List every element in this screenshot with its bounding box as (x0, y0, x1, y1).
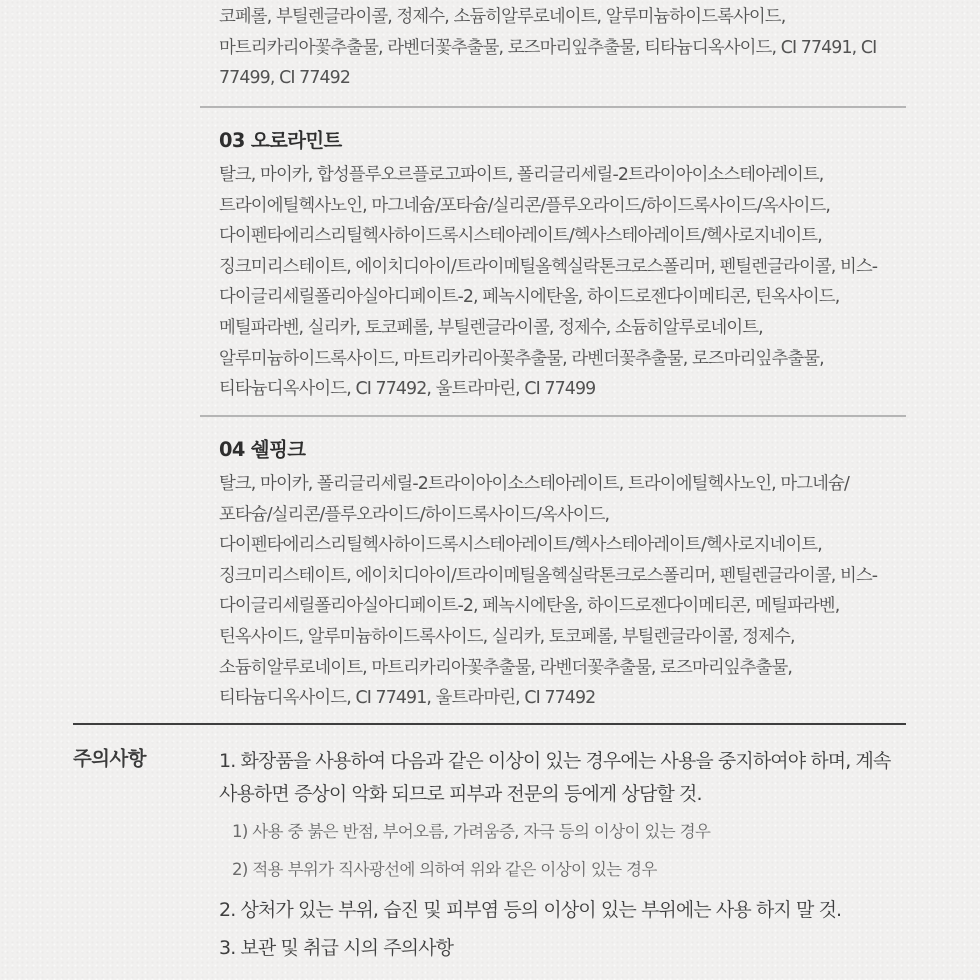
ingredient-block-previous (219, 2, 899, 94)
caution-item-3: 3. 보관 및 취급 시의 주의사항 (219, 937, 454, 959)
ingredient-block-04 (219, 437, 899, 714)
caution-subitem-1: 1) 사용 중 붉은 반점, 부어오름, 가려움증, 자극 등의 이상이 있는 경우 (232, 822, 711, 841)
ingredient-block-03 (219, 128, 899, 405)
caution-subitem-2: 2) 적용 부위가 직사광선에 의하여 위와 같은 이상이 있는 경우 (232, 860, 657, 879)
ingredient-title-03: 03 오로라민트 (219, 129, 342, 152)
caution-item-1: 1. 화장품을 사용하여 다음과 같은 이상이 있는 경우에는 사용을 중지하여야 하며, 계속 사용하면 증상이 악화 되므로 피부과 전문의 등에게 상담할 것. (219, 750, 891, 805)
ingredient-list-03: 탈크, 마이카, 합성플루오르플로고파이트, 폴리글리세릴-2트라이아이소스테아레이트, 트라이에틸헥사노인, 마그네슘/포타슘/실리콘/플루오라이드/하이드록사이드/옥사이드, 다이펜타에리스리틸헥사하이드록시스테아레이트/헥사스테아레이트/헥사로지네이트, 징크미리스테이트, 에이치디아이/트라이메틸올헥실락톤크로스폴리머, 펜틸렌글라이콜, 비스-다이글리세릴폴리아실아디페이트-2, 페녹시에탄올, 하이드로젠다이메티콘, 틴옥사이드, 메틸파라벤, 실리카, 토코페롤, 부틸렌글라이콜, 정제수, 소듐히알루로네이트, 알루미늄하이드록사이드, 마트리카리아꽃추출물, 라벤더꽃추출물, 로즈마리잎추출물, 티타늄디옥사이드, CI 77492, 울트라마린, CI 77499 (219, 165, 878, 400)
caution-section-label: 주의사항 (73, 747, 146, 770)
ingredient-divider (200, 106, 906, 108)
ingredient-divider (200, 415, 906, 417)
caution-section-body (219, 745, 909, 965)
caution-item-2: 2. 상처가 있는 부위, 습진 및 피부염 등의 이상이 있는 부위에는 사용 하지 말 것. (219, 899, 842, 921)
section-divider (73, 723, 906, 725)
ingredient-list-04: 탈크, 마이카, 폴리글리세릴-2트라이아이소스테아레이트, 트라이에틸헥사노인, 마그네슘/포타슘/실리콘/플루오라이드/하이드록사이드/옥사이드, 다이펜타에리스리틸헥사하이드록시스테아레이트/헥사스테아레이트/헥사로지네이트, 징크미리스테이트, 에이치디아이/트라이메틸올헥실락톤크로스폴리머, 펜틸렌글라이콜, 비스-다이글리세릴폴리아실아디페이트-2, 페녹시에탄올, 하이드로젠다이메티콘, 메틸파라벤, 틴옥사이드, 알루미늄하이드록사이드, 실리카, 토코페롤, 부틸렌글라이콜, 정제수, 소듐히알루로네이트, 마트리카리아꽃추출물, 라벤더꽃추출물, 로즈마리잎추출물, 티타늄디옥사이드, CI 77491, 울트라마린, CI 77492 (219, 474, 878, 709)
ingredient-list-previous: 코페롤, 부틸렌글라이콜, 정제수, 소듐히알루로네이트, 알루미늄하이드록사이드, 마트리카리아꽃추출물, 라벤더꽃추출물, 로즈마리잎추출물, 티타늄디옥사이드, CI 77491, CI 77499, CI 77492 (219, 7, 877, 89)
ingredient-title-04: 04 쉘핑크 (219, 438, 306, 461)
